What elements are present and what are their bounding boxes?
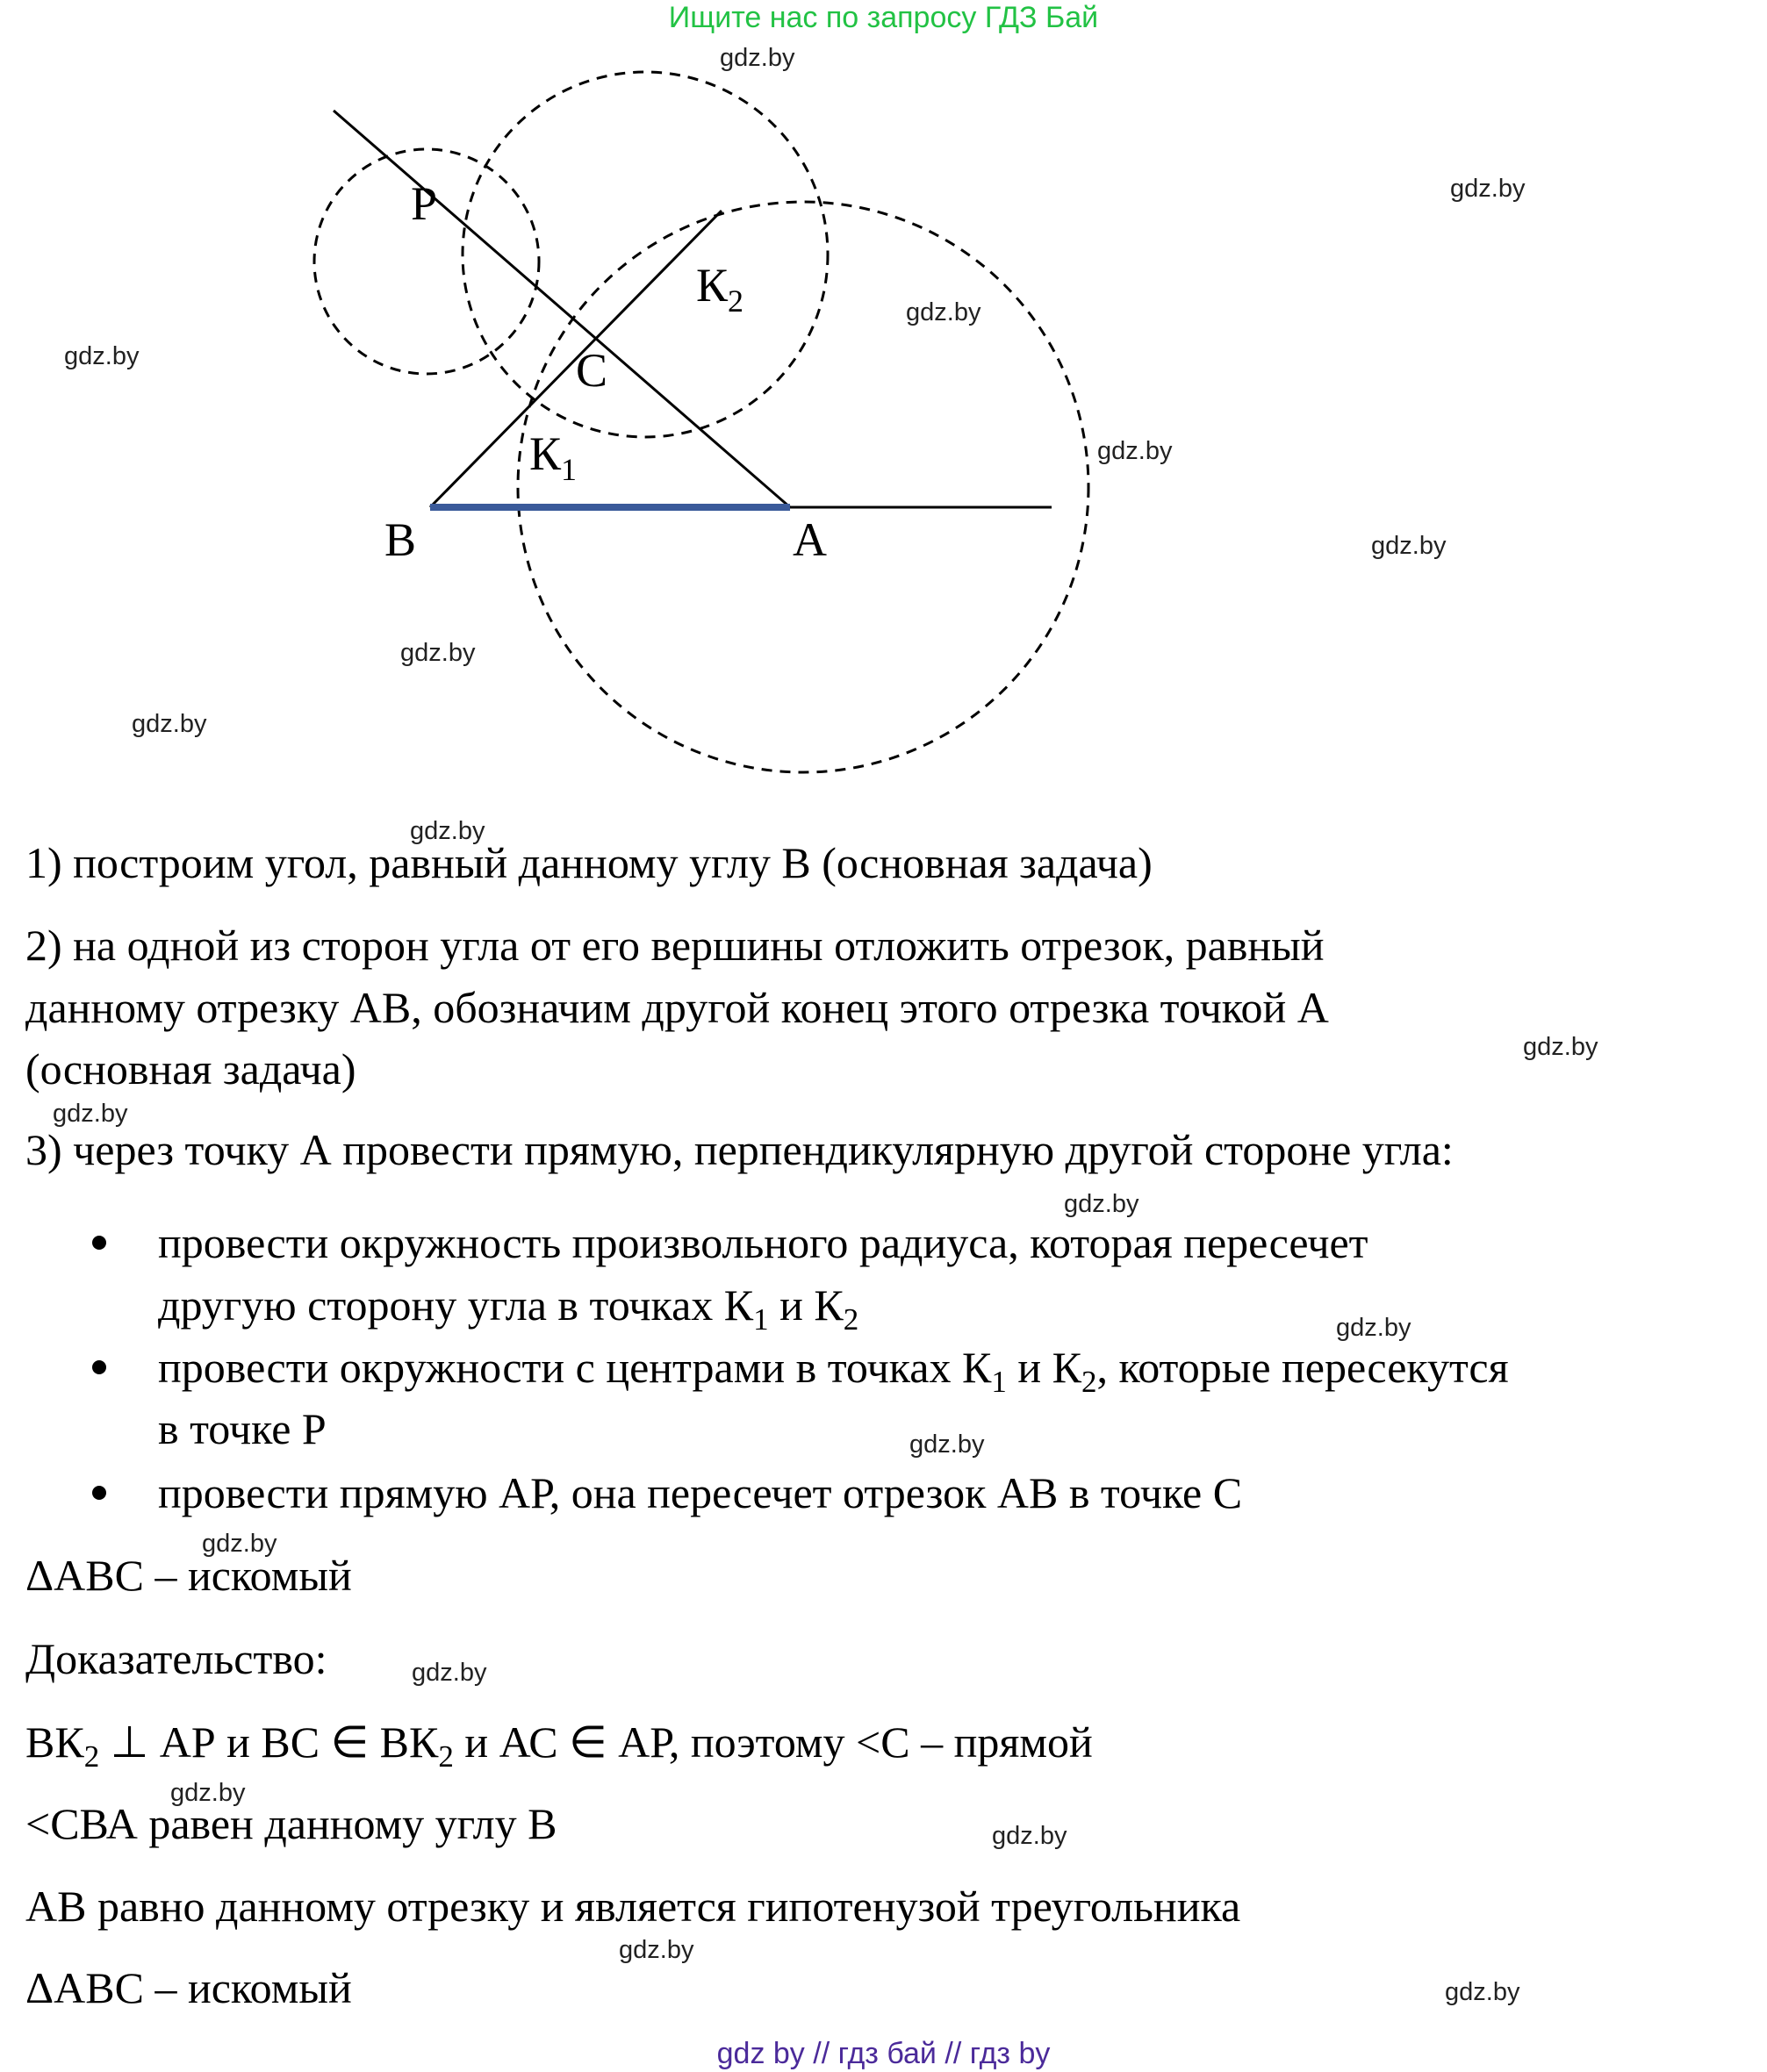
search-hint-banner: Ищите нас по запросу ГДЗ Бай [668, 1, 1099, 34]
label-p: P [411, 177, 438, 230]
label-c: C [576, 344, 608, 397]
result-line-2: ΔАВС – искомый [25, 1963, 352, 2012]
step-2-line-2: данному отрезку АВ, обозначим другой конец этого отрезка точкой А [25, 983, 1329, 1032]
bullet-2-line-1: провести окружности с центрами в точках $К_1$ и $К_2$, которые пересекутся [158, 1343, 1509, 1399]
watermark: gdz.by [410, 817, 485, 845]
step-1: 1) построим угол, равный данному углу В (основная задача) [25, 838, 1153, 887]
watermark: gdz.by [1064, 1190, 1139, 1218]
watermark: gdz.by [64, 342, 140, 370]
step-3: 3) через точку А провести прямую, перпендикулярную другой стороне угла: [25, 1125, 1454, 1174]
result-line-1: ΔАВС – искомый [25, 1551, 352, 1600]
watermark: gdz.by [170, 1779, 246, 1807]
construction-figure [0, 0, 1767, 790]
watermark: gdz.by [1097, 437, 1173, 465]
step-2-line-3: (основная задача) [25, 1044, 356, 1093]
watermark: gdz.by [1445, 1978, 1520, 2006]
watermark: gdz.by [992, 1822, 1067, 1850]
watermark: gdz.by [400, 639, 476, 667]
bullet-1-line-2: другую сторону угла в точках $К_1$ и $К_2$ [158, 1280, 859, 1337]
watermark: gdz.by [720, 44, 795, 72]
watermark: gdz.by [1523, 1033, 1598, 1061]
proof-line-3: АВ равно данному отрезку и является гипотенузой треугольника [25, 1882, 1241, 1931]
watermark: gdz.by [906, 298, 981, 326]
label-k2: $К_2$ [696, 259, 744, 319]
step-2-line-1: 2) на одной из сторон угла от его вершины отложить отрезок, равный [25, 921, 1325, 970]
proof-line-1: $ВК_2$ ⊥ АР и ВС ∈ $ВК_2$ и АС ∈ АР, поэтому <С – прямой [25, 1717, 1093, 1774]
bullet-1-line-1: провести окружность произвольного радиуса, которая пересечет [158, 1218, 1368, 1267]
bullet-2-line-2: в точке Р [158, 1404, 327, 1453]
bullet-dot [92, 1360, 106, 1374]
label-b: B [384, 513, 417, 566]
label-a: A [793, 513, 827, 566]
bullet-dot [92, 1486, 106, 1500]
watermark: gdz.by [619, 1936, 694, 1964]
proof-heading: Доказательство: [25, 1634, 327, 1683]
watermark: gdz.by [1336, 1314, 1411, 1342]
watermark: gdz.by [132, 710, 207, 738]
label-k1: $К_1$ [529, 427, 578, 487]
watermark: gdz.by [1450, 175, 1526, 203]
proof-line-2: <СВА равен данному углу В [25, 1799, 557, 1848]
watermark: gdz.by [202, 1530, 277, 1558]
circle-a-center [518, 202, 1088, 772]
bullet-3: провести прямую АР, она пересечет отрезок АВ в точке С [158, 1468, 1243, 1517]
watermark: gdz.by [412, 1659, 487, 1687]
watermark: gdz.by [53, 1100, 128, 1128]
watermark: gdz.by [1371, 532, 1447, 560]
footer-links[interactable]: gdz by // гдз бай // гдз by [716, 2037, 1051, 2070]
bullet-dot [92, 1236, 106, 1250]
watermark: gdz.by [909, 1430, 985, 1459]
